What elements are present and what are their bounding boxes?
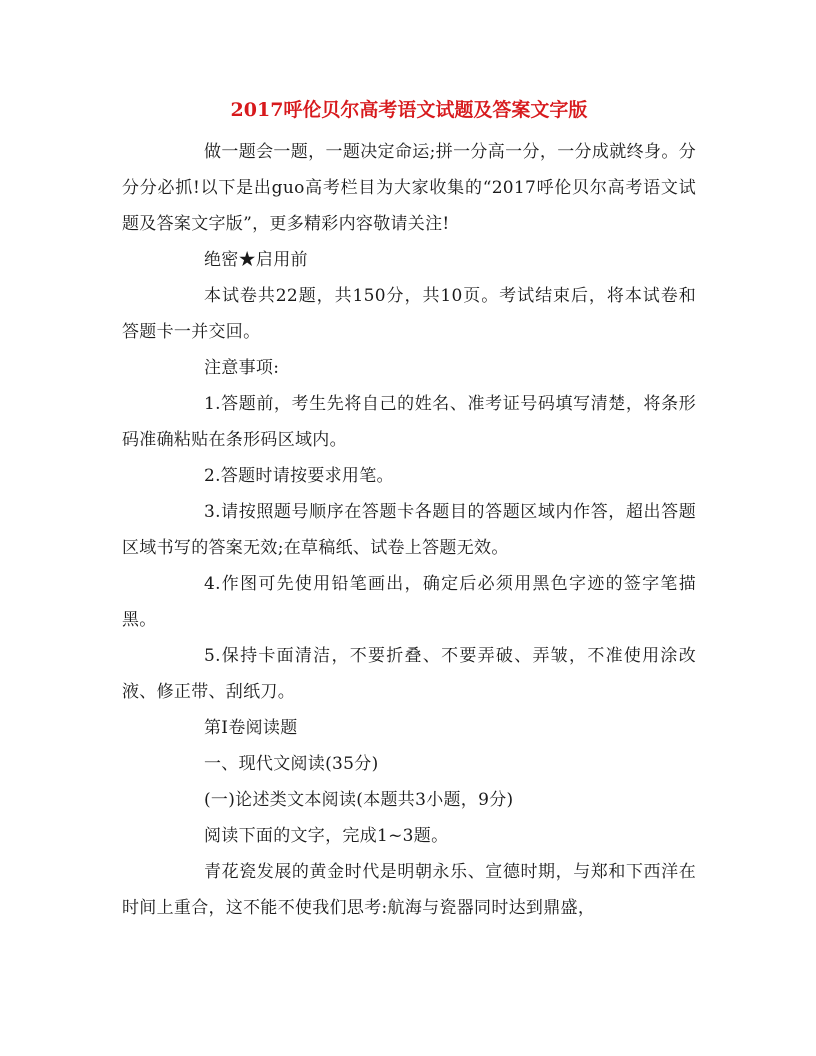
notice-item-2: 2.答题时请按要求用笔。: [204, 466, 394, 486]
notice-item-5: 5.保持卡面清洁，不要折叠、不要弄破、弄皱，不准使用涂改液、修正带、刮纸刀。: [122, 646, 696, 702]
notice-item-3: 3.请按照题号顺序在答题卡各题目的答题区域内作答，超出答题区域书写的答案无效;在草稿纸、试卷上答题无效。: [122, 502, 696, 558]
notice-heading: 注意事项:: [204, 358, 280, 378]
intro-paragraph: 做一题会一题，一题决定命运;拼一分高一分，一分成就终身。分分分必抓!以下是出guo高考栏目为大家收集的“2017呼伦贝尔高考语文试题及答案文字版”，更多精彩内容敬请关注!: [122, 142, 696, 234]
section-heading: 一、现代文阅读(35分): [204, 754, 379, 774]
reading-instruction: 阅读下面的文字，完成1~3题。: [204, 826, 449, 846]
exam-info-paragraph: 本试卷共22题，共150分，共10页。考试结束后，将本试卷和答题卡一并交回。: [122, 286, 696, 342]
notice-item-4: 4.作图可先使用铅笔画出，确定后必须用黑色字迹的签字笔描黑。: [122, 574, 696, 630]
document-title: 2017呼伦贝尔高考语文试题及答案文字版: [230, 99, 588, 121]
subsection-heading: (一)论述类文本阅读(本题共3小题，9分): [204, 790, 514, 810]
volume-heading: 第Ⅰ卷阅读题: [204, 718, 298, 738]
document-page: [122, 96, 696, 926]
confidential-line: 绝密★启用前: [204, 250, 308, 270]
passage-paragraph: 青花瓷发展的黄金时代是明朝永乐、宣德时期，与郑和下西洋在时间上重合，这不能不使我们思考:航海与瓷器同时达到鼎盛，: [122, 862, 696, 918]
notice-item-1: 1.答题前，考生先将自己的姓名、准考证号码填写清楚，将条形码准确粘贴在条形码区域内。: [122, 394, 696, 450]
